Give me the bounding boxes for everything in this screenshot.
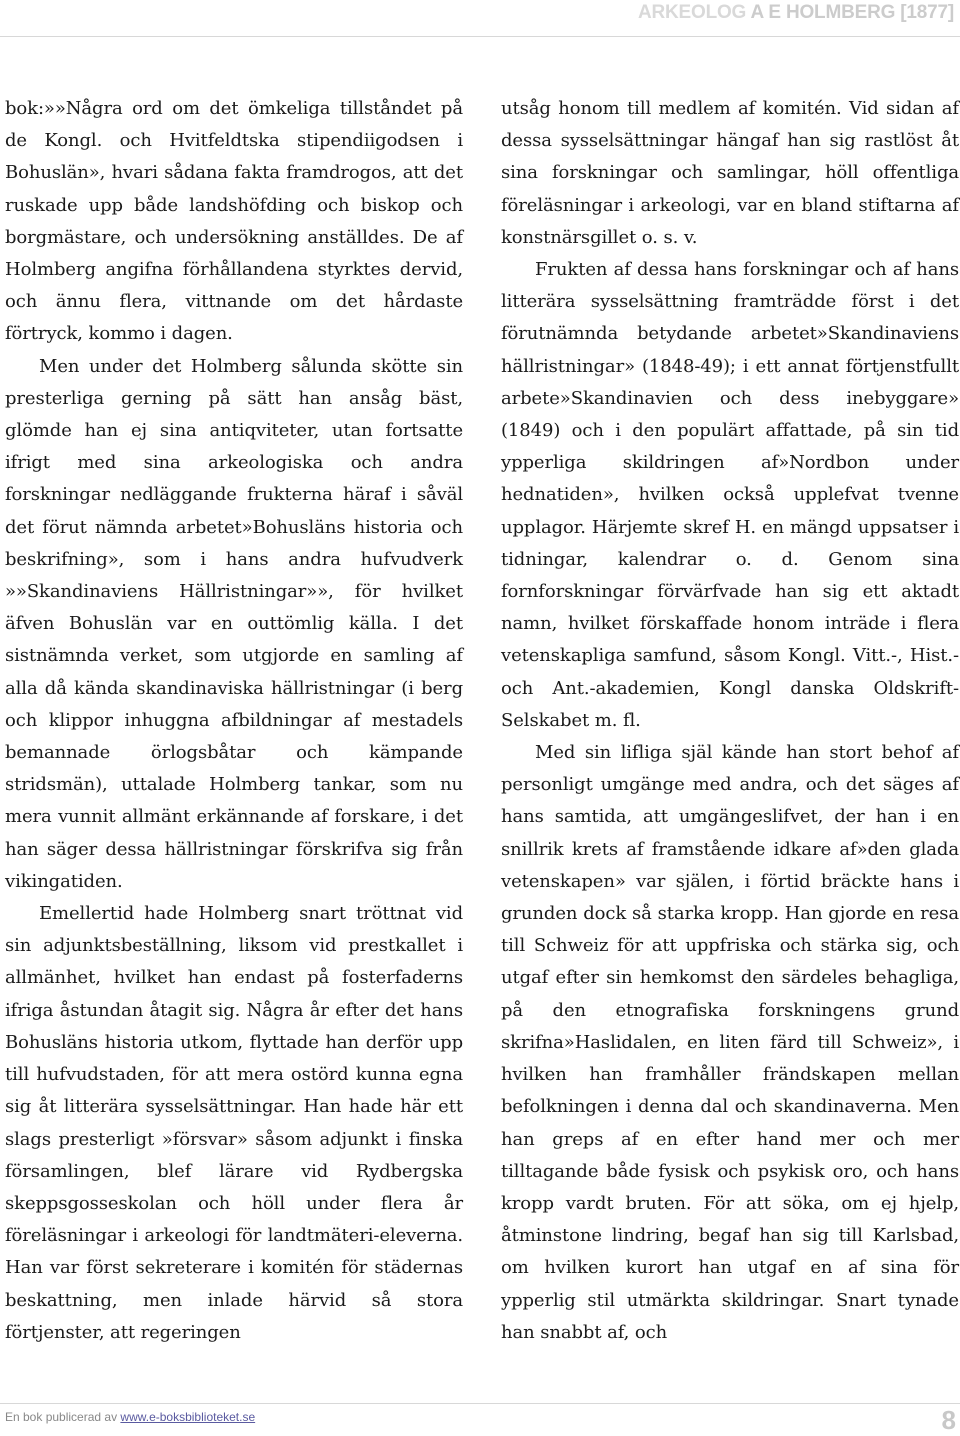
paragraph: bok:»»Några ord om det ömkeliga tillståndet på de Kongl. och Hvitfeldtska stipendiigodsen i Bohuslän», hvari sådana fakta framdrogos, att det ruskade upp både landshöfding och biskop och borgmästare, och undersökning anställdes. De af Holmberg angifna förhållandena styrktes dervid, och ännu flera, vittnande om det hårdaste förtryck, kommo i dagen. [5, 98, 463, 345]
header-part-2: A E HOLMBERG [1877] [750, 2, 954, 23]
paragraph: Emellertid hade Holmberg snart tröttnat vid sin adjunktsbeställning, liksom vid prestkallet i allmänhet, hvilket han endast på fosterfaderns ifriga åstundan åtagit sig. Några år efter det hans Bohusläns historia utkom, flyttade han derför upp till hufvudstaden, för att mera ostörd kunna egna sig åt litterära sysselsättningar. Han hade här ett slags presterligt »försvar» såsom adjunkt i finska församlingen, blef lärare vid Rydbergska skeppsgosseskolan och höll under flera år föreläsningar i arkeologi för landtmäteri-eleverna. Han var först sekreterare i komitén för städernas beskattning, men inlade härvid så stora förtjenster, att regeringen [5, 903, 463, 1343]
paragraph: Men under det Holmberg sålunda skötte sin presterliga gerning på sätt han ansåg bäst, glömde han ej sina antiqviteter, utan fortsatte ifrigt med sina arkeologiska och andra forskningar nedläggande frukterna häraf i såväl det förut nämnda arbetet»Bohusläns historia och beskrifning», som i hans andra hufvudverk »»Skandinaviens Hällristningar»», för hvilket äfven Bohuslän var en outtömlig källa. I det sistnämnda verket, som utgjorde en samling af alla då kända skandinaviska hällristningar (i berg och klippor inhuggna afbildningar af mestadels bemannade örlogsbåtar och kämpande stridsmän), uttalade Holmberg tankar, som nu mera vunnit allmänt erkännande af forskare, i det han säger dessa hällristningar förskrifva sig från vikingatiden. [5, 355, 463, 892]
paragraph: Frukten af dessa hans forskningar och af hans litterära sysselsättning framträdde först i det förutnämnda betydande arbetet»Skandinaviens hällristningar» (1848-49); i ett annat förtjenstfullt arbete»Skandinavien och dess inebyggare» (1849) och i den populärt affattade, på sin tid ypperliga skildringen af»Nordbon under hednatiden», hvilken också upplefvat tvenne upplagor. Härjemte skref H. en mängd uppsatser i tidningar, kalendrar o. d. Genom sina fornforskningar förvärfvade han sig ett aktadt namn, hvilket förskaffade honom inträde i flera vetenskapliga samfund, såsom Kongl. Vitt.-, Hist.- och Ant.-akademien, Kongl danska Oldskrift-Selskabet m. fl. [501, 259, 959, 731]
page-number: 8 [941, 1405, 956, 1435]
text-column-left [5, 93, 463, 1349]
text-column-right [501, 93, 959, 1349]
paragraph: utsåg honom till medlem af komitén. Vid sidan af dessa sysselsättningar hängaf han sig rastlöst åt sina forskningar och samlingar, höll offentliga föreläsningar i arkeologi, var en bland stiftarna af konstnärsgillet o. s. v. [501, 98, 959, 248]
footer [5, 1410, 255, 1424]
paragraph: Med sin lifliga själ kände han stort behof af personligt umgänge med andra, och det säges af hans samtida, att umgängeslifvet, der han i en snillrik krets af framstående idkare af»den glada vetenskapen» var själen, i förtid bräckte hans i grunden dock så starka kropp. Han gjorde en resa till Schweiz för att uppfriska och stärka sig, och utgaf efter sin hemkomst den särdeles behagliga, på den etnografiska forskningens grund skrifna»Haslidalen, en liten färd till Schweiz», i hvilken han framhåller frändskapen mellan befolkningen i denna dal och skandinaverna. Men han greps af en efter hand mer och mer tilltagande både fysisk och psykisk oro, och hans kropp vardt bruten. För att söka, om ej hjelp, åtminstone lindring, begaf han sig till Karlsbad, om hvilken kurort han utgaf en af sina för ypperlig stil utmärkta skildringar. Snart tynade han snabbt af, och [501, 742, 959, 1343]
footer-text: En bok publicerad av [5, 1410, 121, 1424]
header-part-1: ARKEOLOG [637, 2, 751, 23]
running-header [638, 0, 954, 26]
header-divider [0, 36, 960, 37]
footer-divider [0, 1403, 960, 1404]
publisher-link[interactable]: www.e-boksbiblioteket.se [120, 1410, 256, 1424]
